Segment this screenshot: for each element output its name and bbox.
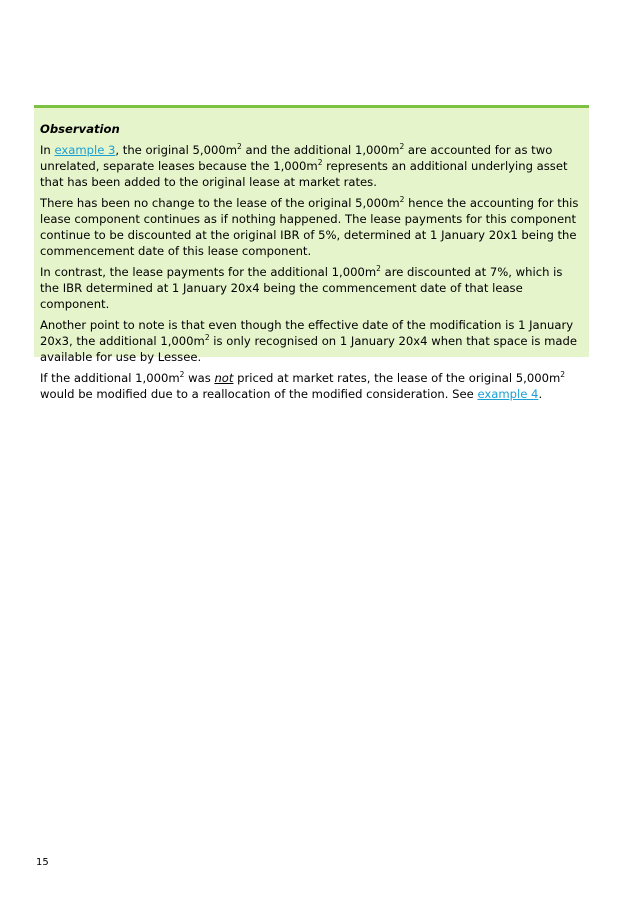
superscript: 2 — [399, 195, 405, 204]
observation-paragraph-4 — [40, 317, 583, 365]
observation-paragraph-5 — [40, 370, 583, 402]
observation-paragraph-1 — [40, 142, 583, 190]
text: represents an additional underlying asset that has been added to the original lease at market rates. — [40, 159, 568, 189]
text: would be modified due to a reallocation of the modified consideration. See — [40, 387, 478, 401]
text: was — [184, 371, 215, 385]
superscript: 2 — [204, 333, 210, 342]
superscript: 2 — [317, 158, 323, 167]
text: are discounted at 7%, which is the IBR determined at 1 January 20x4 being the commencement date of that lease component. — [40, 265, 563, 311]
text: is only recognised on 1 January 20x4 when that space is made available for use by Lessee. — [40, 334, 577, 364]
text: priced at market rates, the lease of the original 5,000m — [233, 371, 561, 385]
text: In — [40, 143, 55, 157]
text: and the additional 1,000m — [241, 143, 400, 157]
superscript: 2 — [376, 264, 381, 273]
text: Another point to note is that even though the effective date of the modification is 1 January 20x3, the additional 1,000m — [40, 318, 574, 348]
emphasis-not: not — [214, 371, 234, 385]
observation-paragraph-2 — [40, 195, 583, 259]
superscript: 2 — [399, 142, 405, 151]
example-4-link[interactable]: example 4 — [477, 387, 539, 401]
observation-paragraph-3 — [40, 264, 583, 312]
observation-title: Observation — [40, 122, 120, 136]
text: If the additional 1,000m — [40, 371, 180, 385]
text: . — [538, 387, 543, 401]
text: are accounted for as two unrelated, separate leases because the 1,000m — [40, 143, 553, 173]
superscript: 2 — [560, 370, 566, 379]
text: In contrast, the lease payments for the additional 1,000m — [40, 265, 377, 279]
text: hence the accounting for this lease component continues as if nothing happened. The lease payments for this component continue to be discounted at the original IBR of 5%, determined at 1 January 20x1 being the commencement date of this lease component. — [40, 196, 579, 258]
superscript: 2 — [179, 370, 185, 379]
observation-box — [34, 105, 589, 401]
text: , the original 5,000m — [115, 143, 238, 157]
example-3-link[interactable]: example 3 — [54, 143, 116, 157]
superscript: 2 — [237, 142, 242, 151]
page-number: 15 — [36, 857, 49, 868]
text: There has been no change to the lease of the original 5,000m — [40, 196, 400, 210]
